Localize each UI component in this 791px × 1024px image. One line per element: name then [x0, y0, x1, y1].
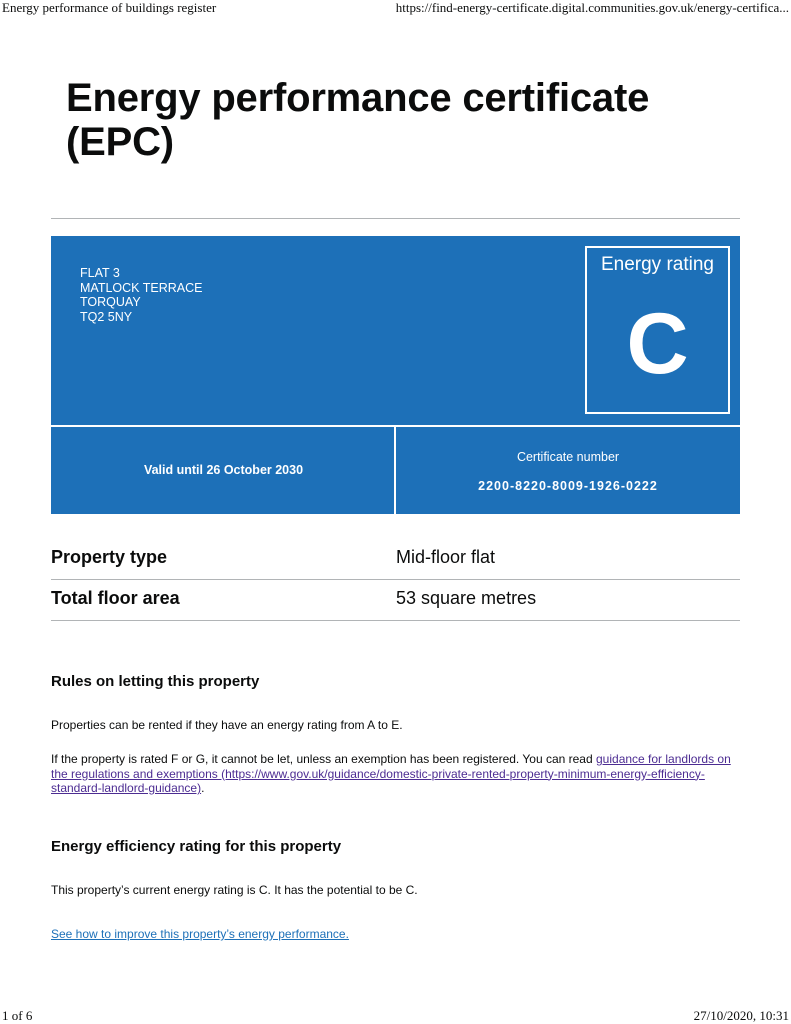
letting-rules-paragraph-2	[51, 752, 740, 796]
page-title: Energy performance certificate (EPC)	[66, 76, 650, 164]
certificate-number: 2200-8220-8009-1926-0222	[478, 479, 658, 493]
property-address	[80, 266, 202, 324]
letting-rules-paragraph-1: Properties can be rented if they have an energy rating from A to E.	[51, 718, 403, 732]
epc-summary-top	[51, 236, 740, 425]
section-divider	[51, 218, 740, 219]
property-type-row	[51, 538, 740, 580]
improve-performance-link[interactable]: See how to improve this property’s energy performance.	[51, 927, 349, 941]
improve-performance-paragraph	[51, 927, 740, 942]
epc-summary-panel	[51, 236, 740, 514]
certificate-number-label: Certificate number	[516, 450, 620, 464]
print-datetime: 27/10/2020, 10:31	[693, 1008, 789, 1023]
efficiency-rating-heading: Energy efficiency rating for this property	[51, 838, 342, 855]
floor-area-row	[51, 579, 740, 621]
letting-rules-end: .	[201, 781, 205, 795]
print-header-title: Energy performance of buildings register	[2, 0, 217, 15]
validity-date: Valid until 26 October 2030	[143, 463, 304, 477]
energy-rating-box	[585, 246, 730, 414]
print-header-url: https://find-energy-certificate.digital.communities.gov.uk/energy-certifica...	[395, 0, 789, 15]
print-header	[0, 0, 791, 16]
print-footer	[0, 1008, 791, 1024]
address-line-2: MATLOCK TERRACE	[80, 280, 203, 295]
validity-cell	[51, 427, 396, 514]
energy-rating-value: C	[626, 296, 689, 392]
property-type-key: Property type	[51, 547, 168, 567]
letting-rules-heading: Rules on letting this property	[51, 673, 260, 690]
landlord-guidance-link[interactable]: guidance for landlords on the regulations and exemptions (https://www.gov.uk/guidance/domestic-private-rented-property-minimum-energy-efficiency-standard-landlord-guidance)	[51, 752, 731, 795]
energy-rating-label: Energy rating	[600, 254, 714, 275]
property-type-value: Mid-floor flat	[396, 547, 496, 567]
epc-summary-bottom	[51, 425, 740, 514]
page-number: 1 of 6	[2, 1008, 33, 1023]
letting-rules-text: If the property is rated F or G, it cannot be let, unless an exemption has been registered. You can read	[51, 752, 596, 766]
efficiency-rating-paragraph: This property’s current energy rating is C. It has the potential to be C.	[51, 883, 418, 897]
floor-area-key: Total floor area	[51, 588, 180, 608]
address-postcode: TQ2 5NY	[80, 309, 133, 324]
address-line-3: TORQUAY	[80, 295, 141, 309]
floor-area-value: 53 square metres	[396, 588, 537, 608]
certificate-cell	[396, 427, 740, 514]
address-line-1: FLAT 3	[80, 266, 120, 280]
